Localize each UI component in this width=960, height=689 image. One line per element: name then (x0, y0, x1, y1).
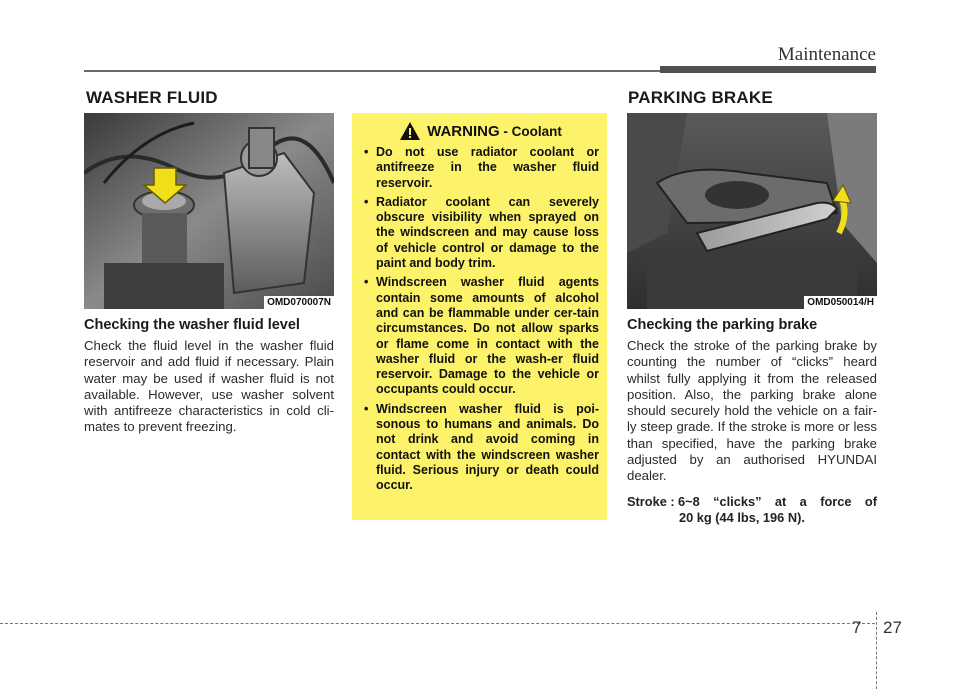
subheading-parking-brake: Checking the parking brake (627, 317, 818, 333)
header-rule (84, 70, 660, 72)
stroke-spec (627, 494, 877, 526)
warning-item: • Windscreen washer fluid is poi-sonous to humans and animals. Do not drink and avoid coming in contact with the windscreen washer fluid. Serious injury or death could occur. (362, 402, 599, 494)
page-number: 27 (883, 618, 902, 637)
chapter-number: 7 (852, 618, 862, 637)
stroke-value-line2: 20 kg (44 lbs, 196 N). (679, 510, 805, 525)
section-title-parking-brake: PARKING BRAKE (628, 88, 773, 107)
warning-item: • Windscreen washer fluid agents contain some amounts of alcohol and can be flammable under cer-tain circumstances. Do not allow sparks or flame come in contact with the washer fluid or the wash-er fluid reservoir. Damage to the vehicle or occupants could occur. (362, 275, 599, 397)
photo-code-label: OMD070007N (264, 296, 334, 309)
warning-title: WARNING (427, 122, 500, 140)
washer-fluid-body: Check the fluid level in the washer fluid reservoir and add fluid if necessary. Plain water may be used if washer fluid is not available. However, use washer solvent with antifreeze characteristics in cold cli-mates to prevent freezing. (84, 338, 334, 435)
warning-subtitle: Coolant (511, 123, 562, 139)
subheading-washer-fluid: Checking the washer fluid level (84, 317, 300, 333)
warning-item: • Do not use radiator coolant or antifreeze in the washer fluid reservoir. (362, 145, 599, 191)
warning-header (362, 121, 599, 141)
stroke-label: Stroke : (627, 494, 675, 509)
header-title: Maintenance (777, 44, 876, 65)
washer-reservoir-photo (84, 113, 334, 309)
warning-box (352, 113, 607, 520)
section-title-washer-fluid: WASHER FLUID (86, 88, 218, 107)
warning-dash: - (499, 123, 512, 139)
warning-item: • Radiator coolant can severely obscure visibility when sprayed on the windscreen and may cause loss of vehicle control or damage to the paint and body trim. (362, 195, 599, 271)
photo-code-label: OMD050014/H (804, 296, 877, 309)
warning-triangle-icon (399, 121, 421, 141)
header-rule-accent (660, 66, 876, 73)
stroke-value-line1: 6~8 “clicks” at a force of (678, 494, 877, 509)
footer-divider (876, 612, 877, 689)
parking-brake-body: Check the stroke of the parking brake by counting the number of “clicks” heard whilst fully applying it from the released position. Also, the parking brake alone should securely hold the vehicle on a fair-ly steep grade. If the stroke is more or less than specified, have the parking brake adjusted by an authorised HYUNDAI dealer. (627, 338, 877, 484)
parking-brake-photo (627, 113, 877, 309)
footer-rule (0, 623, 875, 624)
warning-list (362, 145, 599, 494)
